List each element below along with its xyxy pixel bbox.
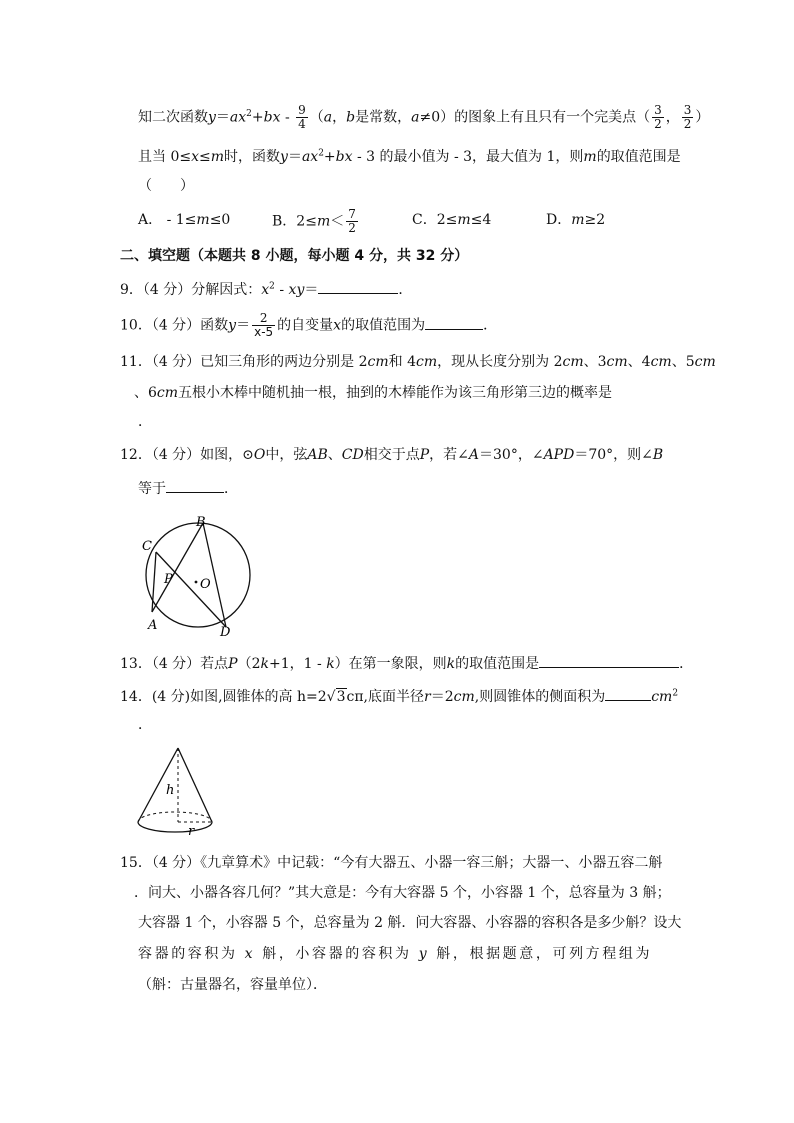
q12-text: 中，弦 (265, 447, 308, 463)
q8-option-d[interactable] (546, 210, 605, 230)
q8-text: 且当 0≤ (138, 149, 192, 165)
q13-text: 的取值范围是 (455, 656, 540, 672)
label-h: h (166, 783, 175, 798)
q13-text: （2 (237, 656, 261, 672)
q8-option-b[interactable] (272, 208, 360, 235)
fraction-2-over-x-5 (252, 312, 275, 339)
circle-figure (138, 512, 258, 642)
answer-blank[interactable] (605, 686, 651, 701)
unit-cm: cm (650, 354, 672, 370)
var-bx: bx (335, 149, 353, 165)
q11-text: 、3 (583, 354, 607, 370)
var-xy: xy (288, 282, 305, 298)
q14: 14．(4 分)如图,圆锥体的高 h=2√3cπ,底面半径r＝2cm,则圆锥体的侧面积为 $cm^2$ (120, 686, 678, 707)
answer-blank[interactable] (166, 478, 224, 493)
var-m: m (196, 212, 210, 228)
option-text: ＜ (330, 213, 345, 230)
q8-answer-paren: （ ） (138, 178, 194, 194)
frac-den: 2 (683, 117, 692, 131)
angle-b: B (652, 447, 664, 463)
var-x: x (244, 946, 256, 962)
q8-text: 是常数， (355, 109, 412, 126)
q12-text: ＝30°，∠ (479, 447, 544, 463)
q15-text: 容器的容积为 (138, 946, 238, 962)
label-p: P (164, 572, 173, 587)
q11-line1 (120, 352, 716, 372)
chord-cd: CD (341, 447, 364, 463)
q8-text: ≤ (199, 149, 211, 165)
unit-cm: cm (651, 689, 673, 705)
q9 (120, 279, 412, 300)
minus: - (274, 282, 289, 298)
center-dot (195, 581, 198, 584)
q13 (120, 653, 693, 674)
fraction-3-2 (652, 104, 664, 131)
var-a: a (411, 109, 420, 126)
option-text: ≥2 (584, 212, 606, 228)
q10 (120, 312, 497, 339)
q8-text: - 3 的最小值为 - 3，最大值为 1，则 (352, 149, 584, 165)
q8-option-a[interactable] (138, 210, 230, 230)
angle-a: A (468, 447, 480, 463)
frac-num: 7 (348, 207, 356, 221)
option-label: A． (138, 212, 163, 228)
q15-line2: ．问大、小器各容几何？”其大意是：今有大容器 5 个，小容器 1 个，总容量为 3 斛； (134, 885, 671, 901)
point-p: P (228, 656, 238, 672)
q11-text: 五根小木棒中随机抽一根，抽到的木棒能作为该三角形第三边的概率是 (178, 385, 613, 401)
answer-blank[interactable] (425, 315, 483, 330)
q15-line3: 大容器 1 个，小容器 5 个，总容量为 2 斛．问大容器、小容器的容积各是多少斛？设大 (138, 915, 682, 931)
var-a: a (323, 109, 333, 126)
var-k: k (326, 656, 335, 672)
point-p: P (419, 447, 430, 463)
q12-text: ，若∠ (429, 447, 469, 463)
q12-line2 (138, 478, 238, 499)
q8-line1 (138, 104, 709, 131)
q15-text: 斛，小容器的容积为 (262, 946, 412, 962)
equals: ＝ (236, 317, 251, 334)
unit-cm: cm (416, 354, 438, 370)
var-x: x (333, 317, 342, 334)
q12-text: 12．（4 分）如图，⊙ (120, 447, 254, 463)
segment-bd (203, 523, 226, 627)
q9-text: ． (398, 282, 413, 298)
frac-num: 3 (683, 103, 692, 117)
exponent: 2 (269, 281, 275, 292)
unit-cm: cm (694, 354, 716, 370)
cone-base-back (138, 812, 212, 822)
q12-text: ＝70°，则∠ (574, 447, 653, 463)
var-m: m (583, 149, 597, 165)
q13-text: 13．（4 分）若点 (120, 656, 229, 672)
fraction-3-2 (682, 104, 694, 131)
q11-text: 、6 (134, 385, 157, 401)
frac-den: 2 (348, 221, 356, 235)
q8-text: （ (309, 109, 324, 126)
q13-text: +1，1 - (269, 656, 327, 672)
q8-text: ， (665, 109, 680, 126)
q15-line1: 15．（4 分）《九章算术》中记载：“今有大器五、小器一容三斛；大器一、小器五容二斛 (120, 855, 663, 871)
q8-text: 时，函数 (224, 149, 281, 165)
q14-text: cπ,底面半径 (346, 689, 424, 705)
q14-text: ＝2 (430, 689, 454, 705)
label-d: D (220, 625, 231, 640)
q12-text: 相交于点 (363, 447, 420, 463)
plus: + (323, 149, 336, 165)
unit-cm: cm (453, 689, 475, 705)
point-o: O (253, 447, 266, 463)
q8-text: ） (695, 109, 710, 126)
q15-text: 斛，根据题意，可列方程组为 (436, 946, 653, 962)
chord-ab: AB (307, 447, 328, 463)
frac-num: 3 (654, 103, 662, 117)
fraction-7-2 (346, 208, 358, 235)
cone-base-front (138, 822, 212, 832)
q12-text: 、 (327, 447, 342, 463)
q8-text: 的取值范围是 (596, 149, 681, 165)
exponent: 2 (246, 108, 252, 119)
q8-text: ≠0）的图象上有且只有一个完美点（ (419, 109, 651, 126)
label-r: r (188, 824, 195, 839)
exponent: 2 (318, 148, 324, 159)
label-b: B (196, 515, 206, 530)
var-x: x (261, 282, 270, 298)
option-text: ≤4 (470, 212, 492, 228)
q12-text: 等于 (138, 481, 166, 497)
angle-apd: APD (543, 447, 575, 463)
label-c: C (142, 539, 152, 554)
var-m: m (457, 212, 471, 228)
q15-line4 (138, 944, 652, 964)
q11-line3: ． (138, 414, 152, 430)
q12-line1 (120, 445, 663, 465)
q13-text: ）在第一象限，则 (334, 656, 447, 672)
var-y: y (418, 946, 430, 962)
answer-blank[interactable] (539, 653, 679, 668)
unit-cm: cm (562, 354, 584, 370)
q11-text: 和 4 (388, 354, 417, 370)
var-m: m (571, 212, 585, 228)
chord-ab-line (152, 523, 203, 612)
var-y: y (208, 109, 216, 126)
var-k: k (446, 656, 456, 672)
q14-text: 14．(4 分)如图,圆锥体的高 h=2 (120, 689, 327, 705)
option-text: - 1≤ (162, 212, 197, 228)
q14-line2: ． (138, 717, 152, 733)
plus: + (251, 109, 264, 126)
label-o: O (200, 577, 211, 592)
option-text: ≤0 (209, 212, 231, 228)
frac-num: 9 (298, 103, 306, 117)
label-a: A (148, 618, 158, 633)
option-label: D． (546, 212, 572, 228)
section-heading: 二、填空题（本题共 8 小题，每小题 4 分，共 32 分） (120, 248, 469, 264)
q11-text: ，现从长度分别为 2 (437, 354, 563, 370)
q12-text: ． (224, 481, 238, 497)
equals: ＝ (287, 149, 302, 165)
minus: - (280, 109, 295, 126)
q11-line2 (134, 383, 612, 403)
var-r: r (424, 689, 431, 705)
q11-text: 、4 (627, 354, 651, 370)
option-label: C．2≤ (412, 212, 458, 228)
cone-figure (134, 742, 224, 842)
equals: ＝ (215, 109, 230, 126)
var-ax: ax (301, 149, 319, 165)
q11-text: 、5 (671, 354, 695, 370)
var-y: y (228, 317, 237, 334)
q8-text: 知二次函数 (138, 109, 208, 126)
var-b: b (346, 109, 356, 126)
var-x: x (191, 149, 199, 165)
var-k: k (260, 656, 269, 672)
q8-option-c[interactable] (412, 210, 491, 230)
frac-den: 4 (298, 117, 306, 131)
sqrt-3: 3 (336, 689, 346, 705)
unit-cm: cm (606, 354, 628, 370)
var-bx: bx (263, 109, 281, 126)
unit-cm: cm (367, 354, 389, 370)
q10-text: 10．（4 分）函数 (120, 317, 229, 334)
answer-blank[interactable] (318, 279, 398, 294)
var-m: m (210, 149, 225, 165)
frac-den: x-5 (254, 325, 274, 339)
var-m: m (316, 213, 331, 230)
q9-text: 9．（4 分）分解因式： (120, 282, 262, 298)
option-label: B．2≤ (272, 213, 317, 230)
frac-num: 2 (252, 312, 275, 326)
q8-text: ， (332, 109, 347, 126)
q15-line5: （斛：古量器名，容量单位）． (138, 977, 327, 993)
q10-text: 的自变量 (277, 317, 334, 334)
q11-text: 11．（4 分）已知三角形的两边分别是 2 (120, 354, 368, 370)
unit-cm: cm (156, 385, 179, 401)
exponent: 2 (672, 688, 679, 699)
circle-o (146, 523, 250, 627)
frac-den: 2 (654, 117, 662, 131)
equals: ＝ (304, 282, 319, 298)
q14-text: ,则圆锥体的侧面积为 (474, 689, 606, 705)
q13-text: ． (679, 656, 694, 672)
cone-side-right (178, 748, 212, 822)
q10-text: 的取值范围为 (341, 317, 426, 334)
q10-text: ． (483, 317, 498, 334)
q8-line2 (138, 147, 681, 167)
var-y: y (280, 149, 288, 165)
var-ax: ax (229, 109, 247, 126)
fraction-9-4 (296, 104, 308, 131)
